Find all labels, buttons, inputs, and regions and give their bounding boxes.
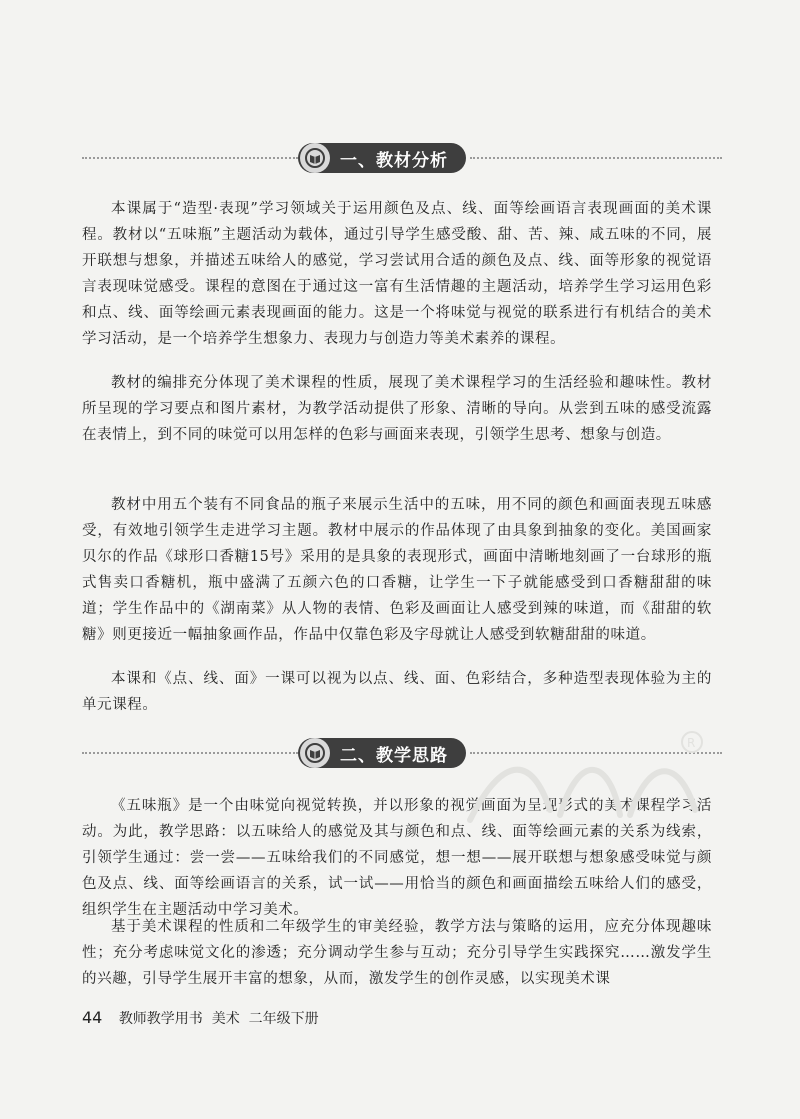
paragraph: 教材的编排充分体现了美术课程的性质，展现了美术课程学习的生活经验和趣味性。教材所呈现的学习要点和图片素材，为教学活动提供了形象、清晰的导向。从尝到五味的感受流露在表情上，到不同的味觉可以用怎样的色彩与画面来表现，引领学生思考、想象与创造。 <box>82 375 712 443</box>
divider <box>82 157 298 159</box>
book-circle-icon <box>300 738 330 768</box>
section-title: 二、教学思路 <box>340 745 448 766</box>
book-title: 教师教学用书 美术 二年级下册 <box>118 1011 319 1027</box>
book-circle-icon <box>300 143 330 173</box>
svg-text:R: R <box>687 736 696 750</box>
paragraph: 本课属于“造型·表现”学习领域关于运用颜色及点、线、面等绘画语言表现画面的美术课程。教材以“五味瓶”主题活动为载体，通过引导学生感受酸、甜、苦、辣、咸五味的不同，展开联想与想象，并描述五味给人的感觉，学习尝试用合适的颜色及点、线、面等形象的视觉语言表现味觉感受。课程的意图在于通过这一富有生活情趣的主题活动，培养学生学习运用色彩和点、线、面等绘画元素表现画面的能力。这是一个将味觉与视觉的联系进行有机结合的美术学习活动，是一个培养学生想象力、表现力与创造力等美术素养的课程。 <box>82 201 712 347</box>
paragraph: 基于美术课程的性质和二年级学生的审美经验，教学方法与策略的运用，应充分体现趣味性；充分考虑味觉文化的渗透；充分调动学生参与互动；充分引导学生实践探究……激发学生的兴趣，引导学生展开丰富的想象，从而，激发学生的创作灵感，以实现美术课 <box>82 919 712 987</box>
paragraph: 《五味瓶》是一个由味觉向视觉转换，并以形象的视觉画面为呈现形式的美术课程学习活动。为此，教学思路：以五味给人的感觉及其与颜色和点、线、面等绘画元素的关系为线索，引领学生通过：尝一尝——五味给我们的不同感觉，想一想——展开联想与想象感受味觉与颜色及点、线、面等绘画语言的关系，试一试——用恰当的颜色和画面描绘五味给人们的感受，组织学生在主题活动中学习美术。 <box>82 798 712 918</box>
paragraph: 教材中用五个装有不同食品的瓶子来展示生活中的五味，用不同的颜色和画面表现五味感受，有效地引领学生走进学习主题。教材中展示的作品体现了由具象到抽象的变化。美国画家贝尔的作品《球形口香糖15号》采用的是具象的表现形式，画面中清晰地刻画了一台球形的瓶式售卖口香糖机，瓶中盛满了五颜六色的口香糖，让学生一下子就能感受到口香糖甜甜的味道；学生作品中的《湖南菜》从人物的表情、色彩及画面让人感受到辣的味道，而《甜甜的软糖》则更接近一幅抽象画作品，作品中仅靠色彩及字母就让人感受到软糖甜甜的味道。 <box>82 497 712 643</box>
divider <box>470 157 722 159</box>
divider <box>82 752 298 754</box>
section-badge <box>298 738 466 768</box>
paragraph: 本课和《点、线、面》一课可以视为以点、线、面、色彩结合，多种造型表现体验为主的单元课程。 <box>82 671 712 713</box>
section-badge <box>298 143 466 173</box>
section-header-1 <box>82 143 722 173</box>
page-number: 44 <box>82 1008 103 1027</box>
publisher-watermark-icon <box>460 720 720 840</box>
page-footer <box>82 1008 319 1028</box>
section-title: 一、教材分析 <box>340 150 448 171</box>
